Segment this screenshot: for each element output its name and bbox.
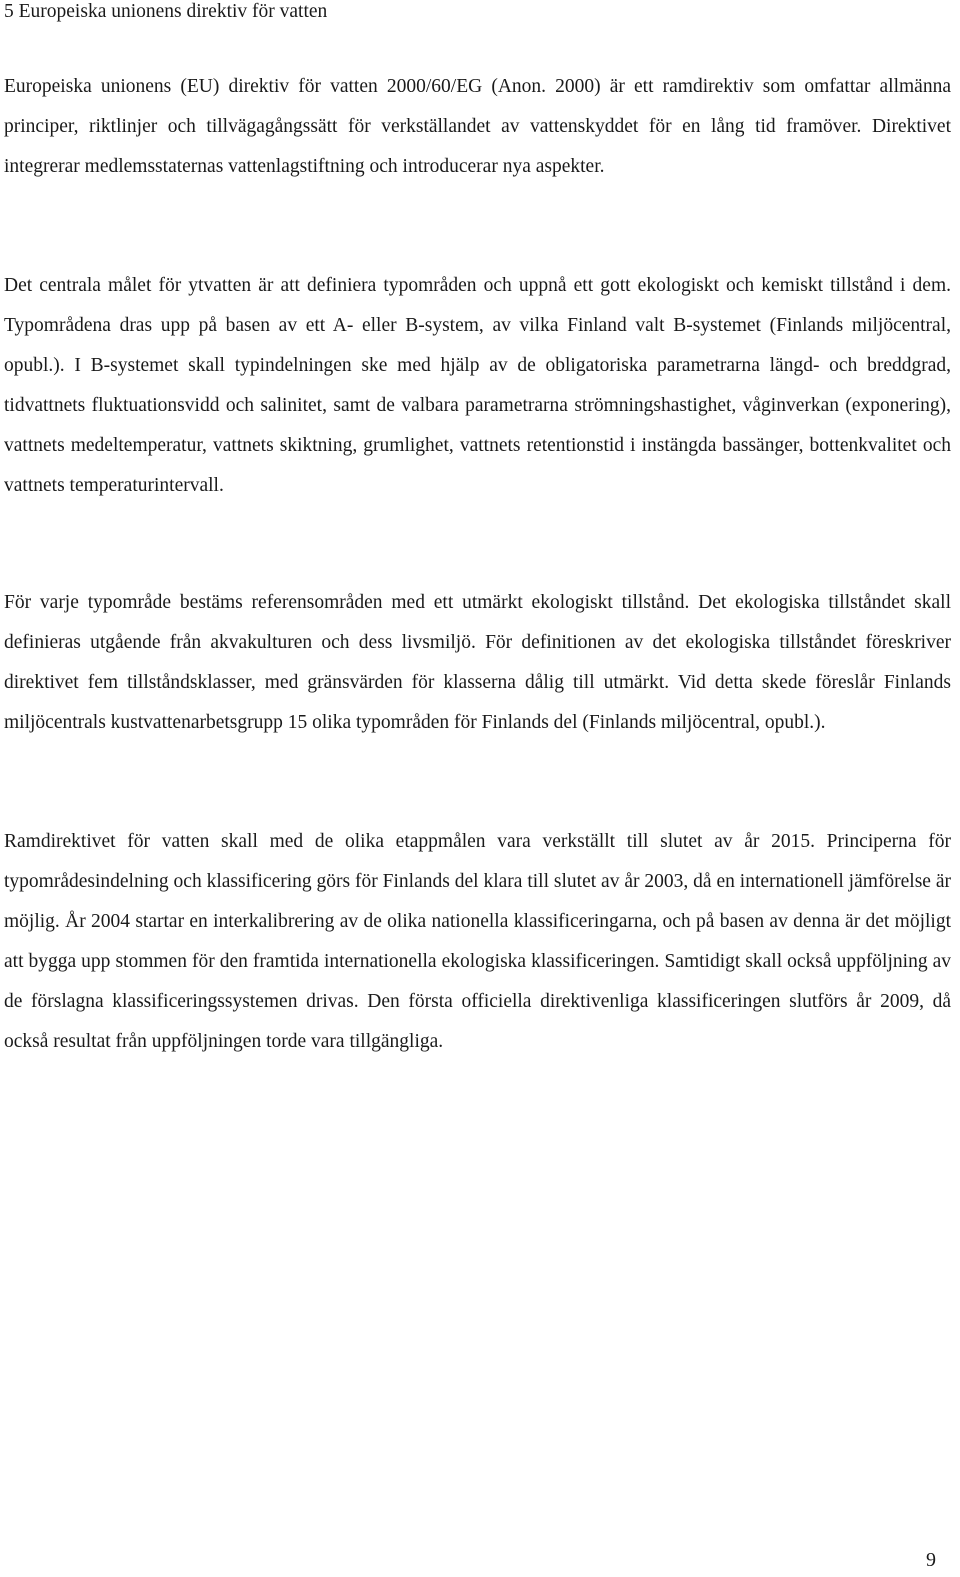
paragraph-timeline: Ramdirektivet för vatten skall med de olika etappmålen vara verkställt till slutet av år 2015. Principerna för typområdesindelning och klassificering görs för Finlands del klara till slutet av år 2003, då en internationell jämförelse är möjlig. År 2004 startar en interkalibrering av de olika nationella klassificeringarna, och på basen av denna är det möjligt att bygga upp stommen för den framtida internationella ekologiska klassificeringen. Samtidigt skall också uppföljning av de förslagna klassificeringssystemen drivas. Den första officiella direktivenliga klassificeringen slutförs år 2009, då också resultat från uppföljningen torde vara tillgängliga.: [4, 831, 951, 1052]
paragraph-eu-directive: Europeiska unionens (EU) direktiv för vatten 2000/60/EG (Anon. 2000) är ett ramdirektiv som omfattar allmänna principer, riktlinjer och tillvägagångssätt för verkställandet av vattenskyddet för en lång tid framöver. Direktivet integrerar medlemsstaternas vattenlagstiftning och introducerar nya aspekter.: [4, 76, 951, 177]
page-number: 9: [926, 1549, 936, 1571]
paragraph-reference-areas: För varje typområde bestäms referensområden med ett utmärkt ekologiskt tillstånd. Det ekologiska tillståndet skall definieras utgående från akvakulturen och dess livsmiljö. För definitionen av det ekologiska tillståndet föreskriver direktivet fem tillståndsklasser, med gränsvärden för klasserna dålig till utmärkt. Vid detta skede föreslår Finlands miljöcentrals kustvattenarbetsgrupp 15 olika typområden för Finlands del (Finlands miljöcentral, opubl.).: [4, 592, 951, 733]
paragraph-surface-water-goal: Det centrala målet för ytvatten är att definiera typområden och uppnå ett gott ekologiskt och kemiskt tillstånd i dem. Typområdena dras upp på basen av ett A- eller B-system, av vilka Finland valt B-systemet (Finlands miljöcentral, opubl.). I B-systemet skall typindelningen ske med hjälp av de obligatoriska parametrarna längd- och breddgrad, tidvattnets fluktuationsvidd och salinitet, samt de valbara parametrarna strömningshastighet, våginverkan (exponering), vattnets medeltemperatur, vattnets skiktning, grumlighet, vattnets retentionstid i instängda bassänger, bottenkvalitet och vattnets temperaturintervall.: [4, 275, 951, 496]
section-heading: 5 Europeiska unionens direktiv för vatten: [4, 1, 328, 22]
